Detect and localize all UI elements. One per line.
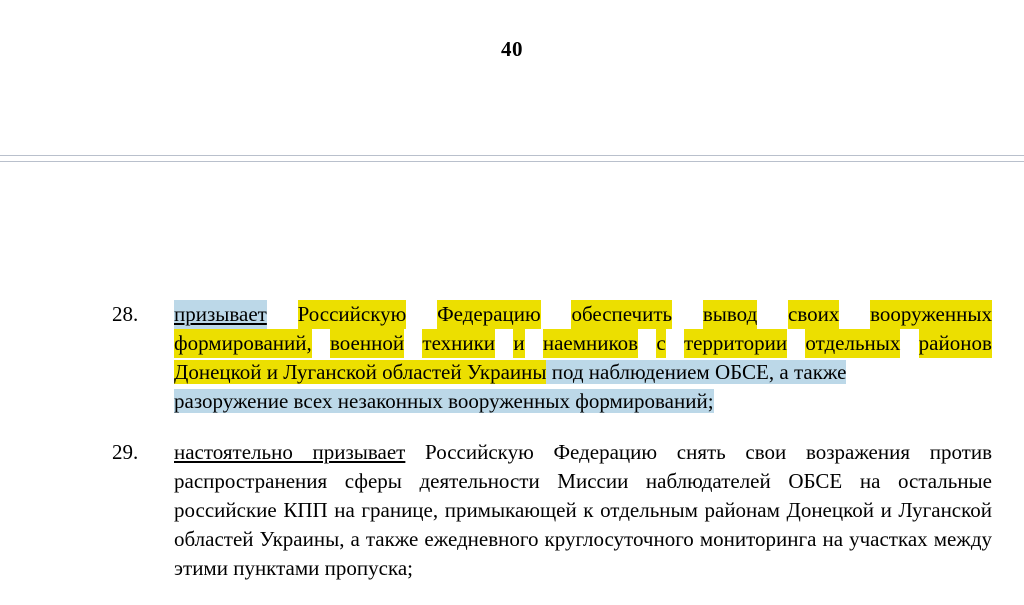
- paragraph-28: [112, 300, 992, 416]
- highlighted-word: своих: [788, 300, 839, 329]
- highlighted-word: территории: [684, 329, 787, 358]
- page-number: 40: [501, 37, 523, 61]
- highlighted-word: обеспечить: [571, 300, 672, 329]
- highlighted-word: формирований,: [174, 329, 312, 358]
- highlighted-phrase: разоружение всех незаконных вооруженных формирований;: [174, 389, 714, 413]
- highlighted-word: отдельных: [805, 329, 900, 358]
- lead-in-phrase: настоятельно призывает: [174, 440, 406, 464]
- paragraph-line: [174, 387, 992, 416]
- paragraph-number: 28.: [112, 302, 139, 326]
- highlighted-word: наемников: [543, 329, 638, 358]
- document-body: [112, 300, 992, 605]
- highlighted-word: Федерацию: [437, 300, 541, 329]
- highlighted-word: с: [656, 329, 665, 358]
- highlighted-word: техники: [422, 329, 495, 358]
- header-divider-top: [0, 155, 1024, 156]
- highlighted-word: и: [513, 329, 524, 358]
- highlighted-word: районов: [919, 329, 992, 358]
- paragraph-line: [174, 300, 992, 329]
- paragraph-line: [174, 358, 992, 387]
- highlighted-word: вооруженных: [870, 300, 992, 329]
- paragraph-29: [112, 438, 992, 583]
- highlighted-phrase: под наблюдением ОБСЕ, а также: [546, 360, 847, 384]
- highlighted-word: Российскую: [298, 300, 407, 329]
- header-divider-bottom: [0, 161, 1024, 162]
- highlighted-word: вывод: [703, 300, 757, 329]
- paragraph-text: [174, 300, 992, 416]
- paragraph-body: Российскую Федерацию снять свои возражения против распространения сферы деятельности Миссии наблюдателей ОБСЕ на остальные российские КПП на границе, примыкающей к отдельным районам Донецкой и Луганской областей Украины, а также ежедневного круглосуточного мониторинга на участках между этими пунктами пропуска;: [174, 440, 992, 580]
- highlighted-phrase: Донецкой и Луганской областей Украины: [174, 360, 547, 384]
- paragraph-number: 29.: [112, 440, 139, 464]
- lead-in-phrase: призывает: [174, 300, 267, 329]
- highlighted-word: военной: [330, 329, 404, 358]
- paragraph-text: [174, 438, 992, 583]
- paragraph-line: [174, 329, 992, 358]
